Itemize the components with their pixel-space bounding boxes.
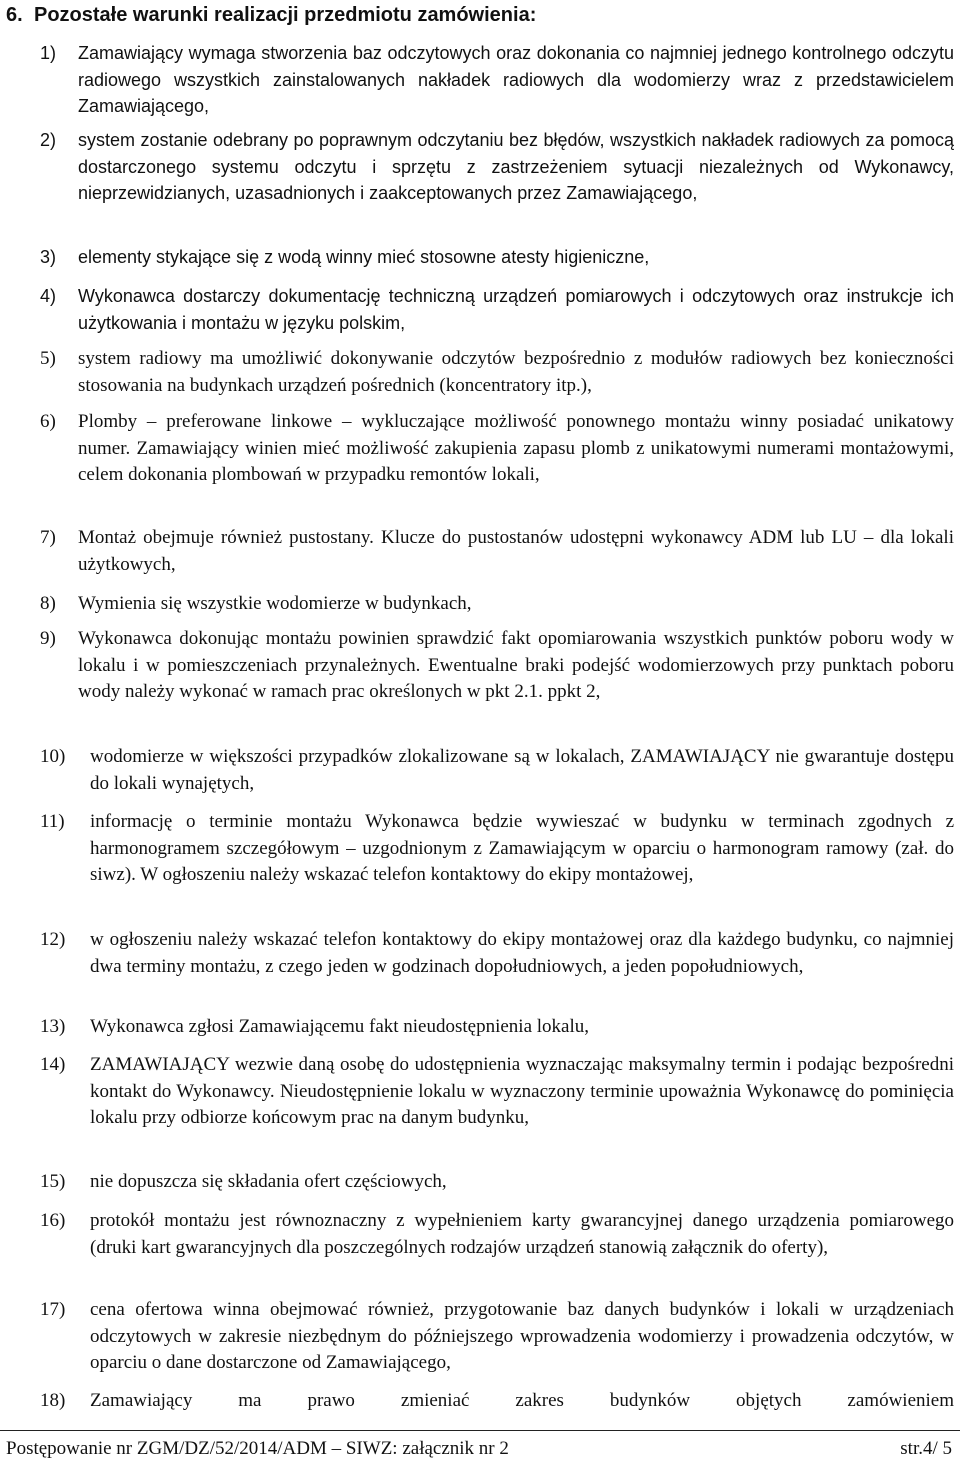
list-item-number: 9): [40, 628, 56, 649]
list-item: [40, 1052, 954, 1132]
list-item: [40, 927, 954, 980]
list-item-number: 17): [40, 1299, 66, 1320]
list-item: [40, 40, 954, 120]
list-item-number: 7): [40, 527, 56, 548]
footer-reference: Postępowanie nr ZGM/DZ/52/2014/ADM – SIWZ: załącznik nr 2: [6, 1438, 509, 1459]
list-item: [40, 1169, 954, 1196]
list-item-number: 13): [40, 1016, 66, 1037]
list-item-number: 16): [40, 1210, 66, 1231]
list-item-text: Wymienia się wszystkie wodomierze w budynkach,: [78, 593, 472, 614]
list-item-text: cena ofertowa winna obejmować również, przygotowanie baz danych budynków i lokali w urządzeniach odczytowych w zakresie niezbędnym do późniejszego wprowadzenia wodomierzy i prowadzenia odczytów, w oparciu o dane dostarczone od Zamawiającego,: [90, 1299, 954, 1373]
list-item-number: 11): [40, 811, 65, 832]
list-item-text: protokół montażu jest równoznaczny z wypełnieniem karty gwarancyjnej danego urządzenia pomiarowego (druki kart gwarancyjnych dla poszczególnych rodzajów urządzeń stanowią załącznik do oferty),: [90, 1210, 954, 1258]
list-item: [40, 1014, 954, 1041]
list-item: [40, 409, 954, 489]
list-item-text: elementy stykające się z wodą winny mieć stosowne atesty higieniczne,: [78, 247, 650, 267]
page-number: str.4/ 5: [900, 1438, 952, 1459]
list-item-text: Wykonawca dokonując montażu powinien sprawdzić fakt opomiarowania wszystkich punktów poboru wody w lokalu i w pomieszczeniach przynależnych. Ewentualne braki podejść wodomierzowych przy punktach poboru wody należy wykonać w ramach prac określonych w pkt 2.1. ppkt 2,: [78, 628, 954, 702]
list-item-text: system zostanie odebrany po poprawnym odczytaniu bez błędów, wszystkich nakładek radiowych za pomocą dostarczonego systemu odczytu i sprzętu z zastrzeżeniem sytuacji niezależnych od Wykonawcy, nieprzewidzianych, uzasadnionych i zaakceptowanych przez Zamawiającego,: [78, 130, 954, 203]
list-item: [40, 1208, 954, 1261]
list-item-text: Plomby – preferowane linkowe – wykluczające możliwość ponownego montażu winny posiadać unikatowy numer. Zamawiający winien mieć możliwość zakupienia zapasu plomb z unikatowymi numerami montażowymi, celem dokonania plombowań w przypadku remontów lokali,: [78, 411, 954, 485]
section-number: 6.: [6, 4, 23, 26]
list-item-number: 8): [40, 593, 56, 614]
list-item: [40, 591, 954, 618]
list-item-number: 4): [40, 286, 57, 306]
list-item-text: Zamawiający wymaga stworzenia baz odczytowych oraz dokonania co najmniej jednego kontrolnego odczytu radiowego wszystkich zainstalowanych nakładek radiowych dla wodomierzy wraz z przedstawicielem Zamawiającego,: [78, 43, 954, 116]
list-item: [40, 744, 954, 797]
section-title: Pozostałe warunki realizacji przedmiotu zamówienia:: [34, 4, 537, 26]
list-item-number: 14): [40, 1054, 66, 1075]
list-item-number: 3): [40, 247, 57, 267]
list-item-text: informację o terminie montażu Wykonawca będzie wywieszać w budynku w terminach zgodnych z harmonogramem szczegółowym – uzgodnionym z Zamawiającym w oparciu o harmonogram ramowy (zał. do siwz). W ogłoszeniu należy wskazać telefon kontaktowy do ekipy montażowej,: [90, 811, 954, 885]
list-item-text: w ogłoszeniu należy wskazać telefon kontaktowy do ekipy montażowej oraz dla każdego budynku, co najmniej dwa terminy montażu, z czego jeden w godzinach dopołudniowych, a jeden popołudniowych,: [90, 929, 954, 977]
list-item-text: system radiowy ma umożliwić dokonywanie odczytów bezpośrednio z modułów radiowych bez konieczności stosowania na budynkach urządzeń pośrednich (koncentratory itp.),: [78, 348, 954, 396]
list-item-number: 12): [40, 929, 66, 950]
list-item-number: 6): [40, 411, 56, 432]
list-item-text: Zamawiający ma prawo zmieniać zakres budynków objętych zamówieniem: [90, 1390, 954, 1411]
list-item-number: 2): [40, 130, 57, 150]
list-item-text: Wykonawca zgłosi Zamawiającemu fakt nieudostępnienia lokalu,: [90, 1016, 590, 1037]
footer-divider: [0, 1430, 960, 1431]
list-item: [40, 525, 954, 578]
section-heading: [6, 2, 536, 28]
list-item-text: nie dopuszcza się składania ofert częściowych,: [90, 1171, 447, 1192]
list-item: [40, 1297, 954, 1377]
list-item-number: 18): [40, 1390, 66, 1411]
list-item-text: Wykonawca dostarczy dokumentację techniczną urządzeń pomiarowych i odczytowych oraz instrukcje ich użytkowania i montażu w języku polskim,: [78, 286, 954, 333]
list-item-number: 5): [40, 348, 56, 369]
list-item: [40, 127, 954, 207]
list-item: [40, 346, 954, 399]
list-item-number: 1): [40, 43, 57, 63]
list-item-number: 15): [40, 1171, 66, 1192]
list-item: [40, 283, 954, 336]
list-item-number: 10): [40, 746, 66, 767]
list-item-text: Montaż obejmuje również pustostany. Klucze do pustostanów udostępni wykonawcy ADM lub LU – dla lokali użytkowych,: [78, 527, 954, 575]
list-item-text: wodomierze w większości przypadków zlokalizowane są w lokalach, ZAMAWIAJĄCY nie gwarantuje dostępu do lokali wynajętych,: [90, 746, 954, 794]
list-item-text: ZAMAWIAJĄCY wezwie daną osobę do udostępnienia wyznaczając maksymalny termin i podając bezpośredni kontakt do Wykonawcy. Nieudostępnienie lokalu w wyznaczony terminie upoważnia Wykonawcę do pominięcia lokalu przy odbiorze końcowym prac na danym budynku,: [90, 1054, 954, 1128]
list-item: [40, 1388, 954, 1415]
list-item: [40, 809, 954, 889]
list-item: [40, 626, 954, 706]
list-item: [40, 244, 954, 271]
